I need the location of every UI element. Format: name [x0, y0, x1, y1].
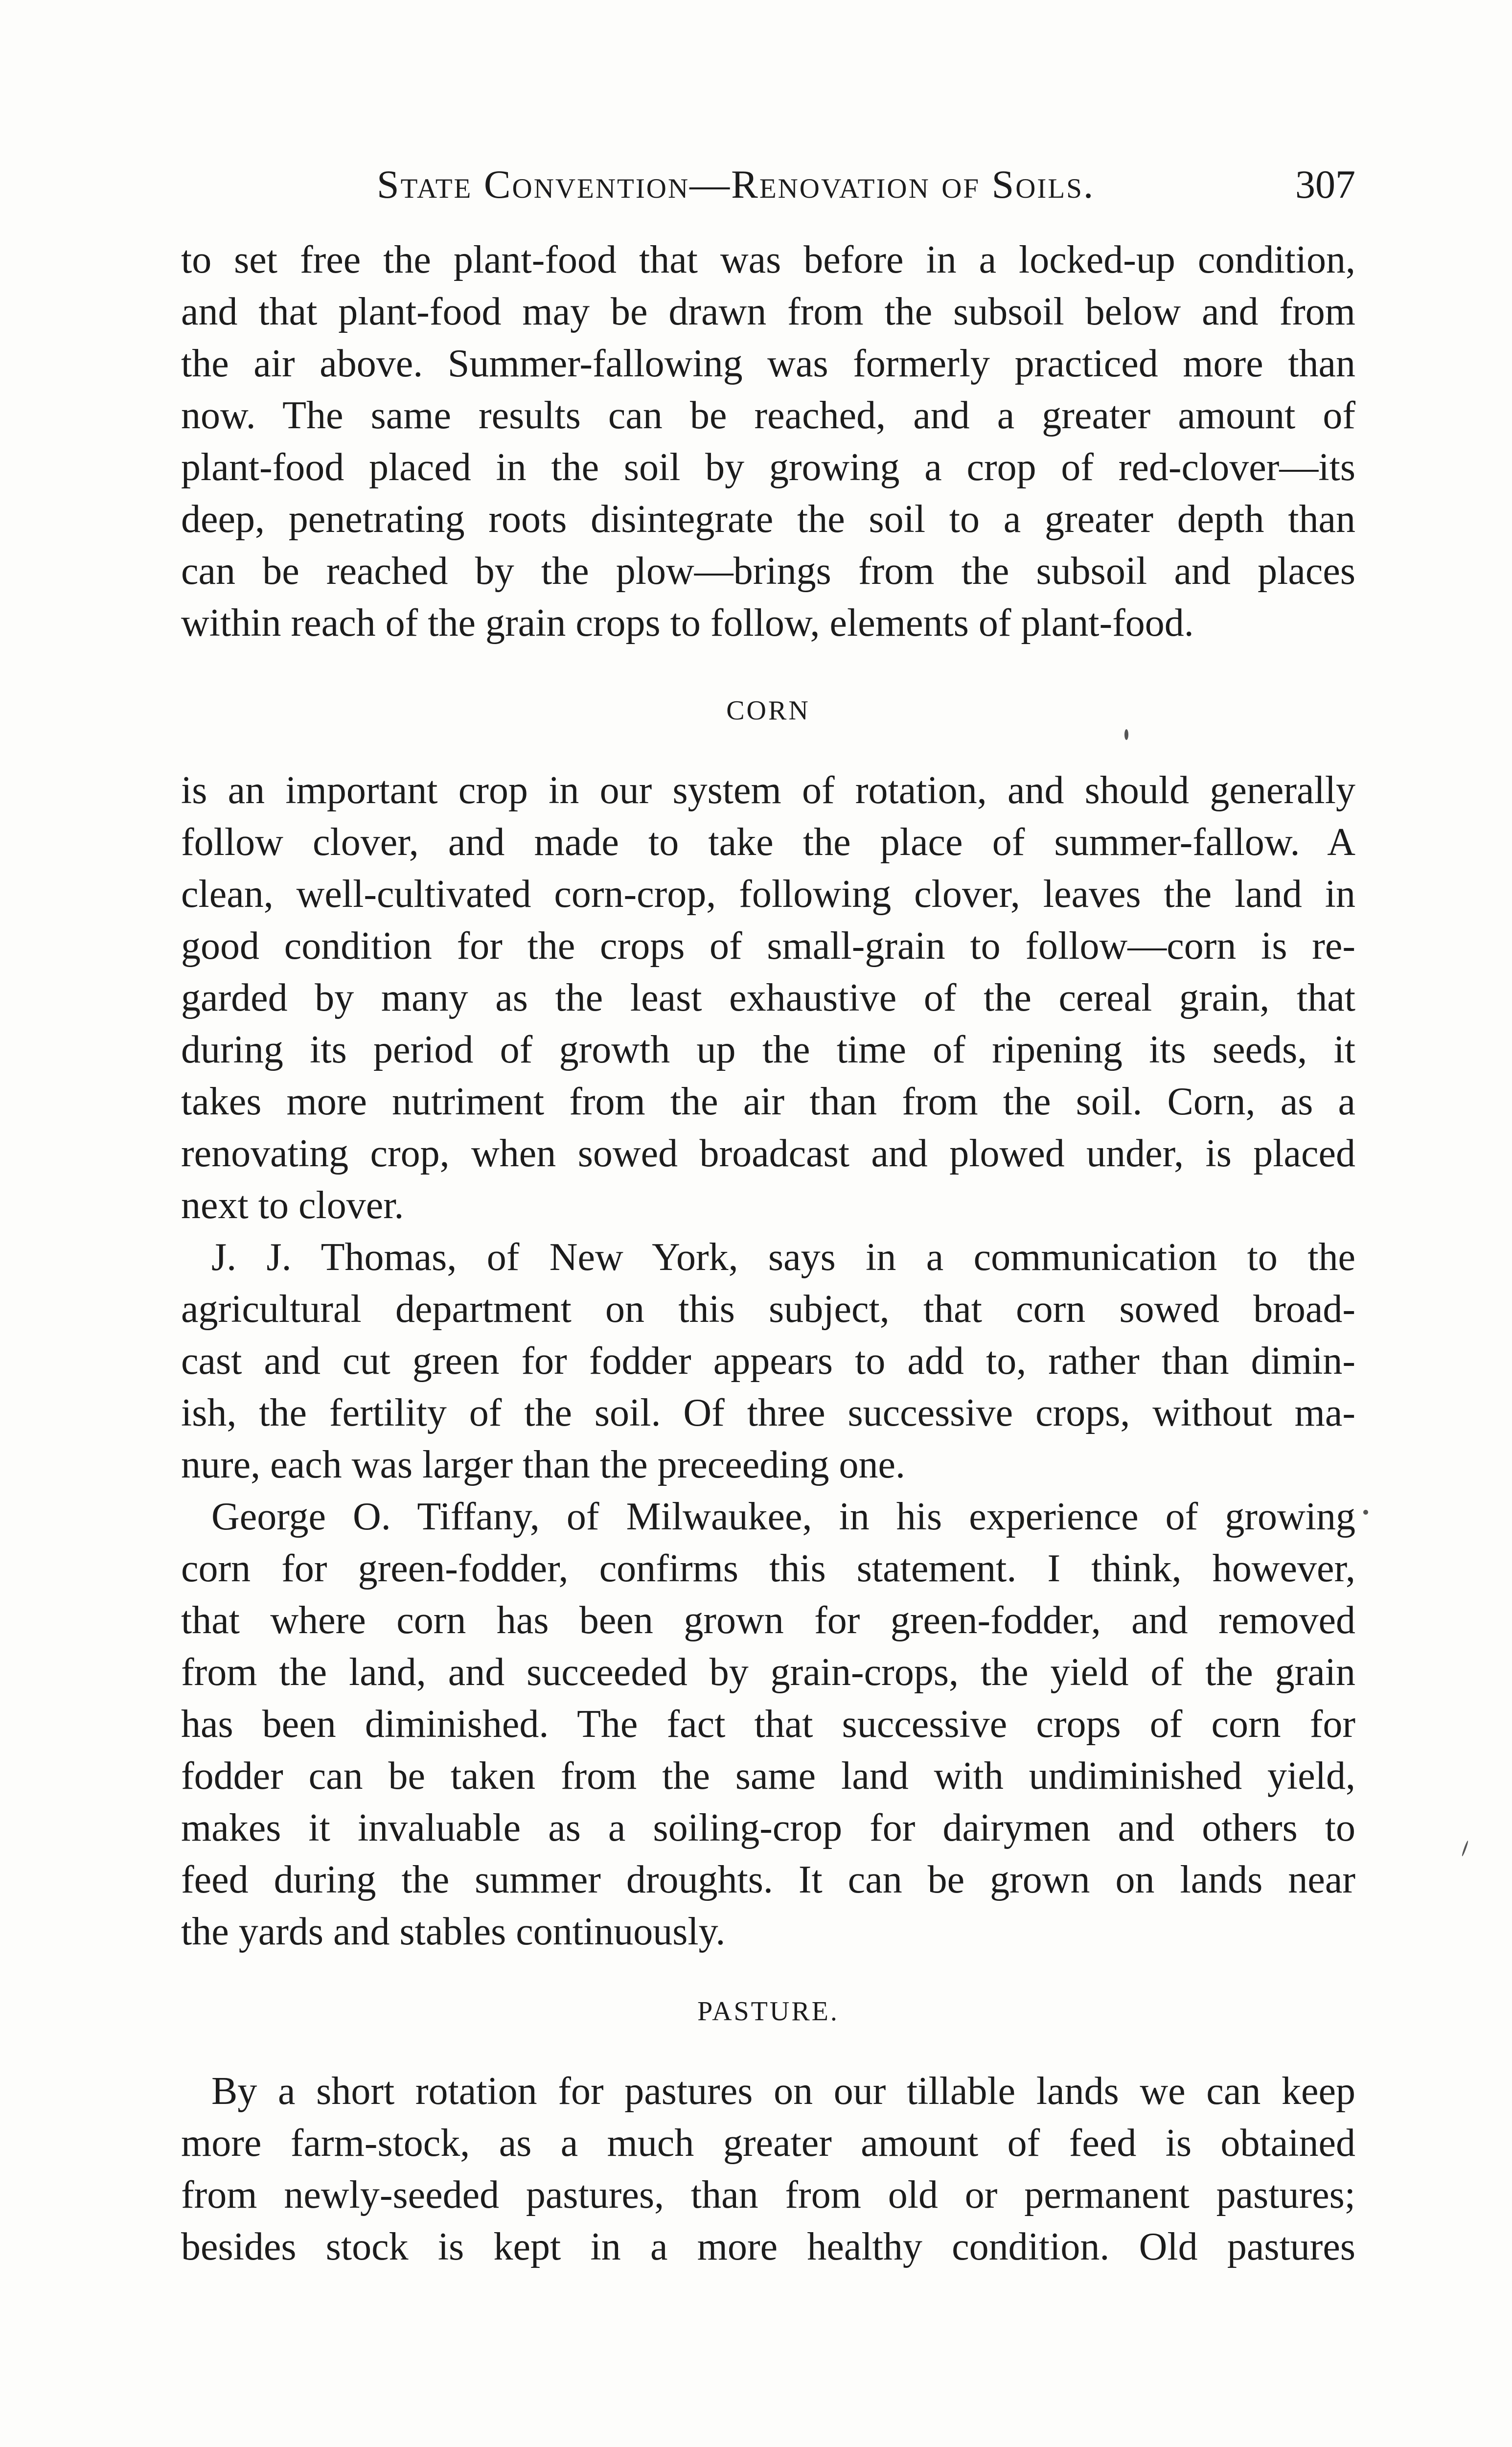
text-line: renovating crop, when sowed broadcast and plowed under, is placed — [181, 1132, 1355, 1175]
text-line: during its period of growth up the time of ripening its seeds, it — [181, 1028, 1355, 1071]
text-line: and that plant-food may be drawn from the subsoil below and from — [181, 290, 1355, 333]
text-line: By a short rotation for pastures on our tillable lands we can keep — [211, 2070, 1355, 2113]
text-line: can be reached by the plow—brings from the subsoil and places — [181, 550, 1355, 593]
section-heading-pasture: PASTURE. — [697, 1996, 839, 2027]
text-line: has been diminished. The fact that successive crops of corn for — [181, 1703, 1355, 1746]
paragraph-pasture — [181, 2065, 1355, 2273]
section-heading-corn: CORN — [726, 695, 810, 726]
text-line: follow clover, and made to take the place of summer-fallow. A — [181, 821, 1355, 864]
text-line: George O. Tiffany, of Milwaukee, in his experience of growing — [211, 1495, 1355, 1538]
text-line: within reach of the grain crops to follow, elements of plant-food. — [181, 601, 1194, 645]
text-line: is an important crop in our system of rotation, and should generally — [181, 769, 1355, 812]
text-line: corn for green-fodder, confirms this statement. I think, however, — [181, 1547, 1355, 1590]
ink-speck — [1124, 729, 1128, 740]
text-line: makes it invaluable as a soiling-crop for dairymen and others to — [181, 1806, 1355, 1849]
text-line: garded by many as the least exhaustive of the cereal grain, that — [181, 976, 1355, 1019]
text-line: feed during the summer droughts. It can be grown on lands near — [181, 1858, 1355, 1901]
text-line: fodder can be taken from the same land with undiminished yield, — [181, 1754, 1355, 1798]
text-line: J. J. Thomas, of New York, says in a communication to the — [211, 1236, 1355, 1279]
text-line: more farm-stock, as a much greater amount of feed is obtained — [181, 2122, 1355, 2165]
running-head — [181, 162, 1355, 220]
text-line: nure, each was larger than the preceeding one. — [181, 1443, 906, 1486]
text-line: takes more nutriment from the air than from the soil. Corn, as a — [181, 1080, 1355, 1123]
text-line: ish, the fertility of the soil. Of three successive crops, without ma- — [181, 1391, 1355, 1434]
text-line: agricultural department on this subject, that corn sowed broad- — [181, 1288, 1355, 1331]
text-line: now. The same results can be reached, and a greater amount of — [181, 394, 1355, 437]
text-line: that where corn has been grown for green-fodder, and removed — [181, 1599, 1355, 1642]
text-line: to set free the plant-food that was before in a locked-up condition, — [181, 238, 1355, 281]
text-line: from newly-seeded pastures, than from old or permanent pastures; — [181, 2173, 1355, 2216]
text-line: deep, penetrating roots disintegrate the soil to a greater depth than — [181, 498, 1355, 541]
text-line: next to clover. — [181, 1184, 404, 1227]
ink-speck — [1363, 1510, 1368, 1515]
text-line: plant-food placed in the soil by growing a crop of red-clover—its — [181, 446, 1355, 489]
text-line: from the land, and succeeded by grain-crops, the yield of the grain — [181, 1651, 1355, 1694]
text-line: clean, well-cultivated corn-crop, following clover, leaves the land in — [181, 873, 1355, 916]
text-line: cast and cut green for fodder appears to add to, rather than dimin- — [181, 1339, 1355, 1383]
paragraph-summer-fallow — [181, 234, 1355, 649]
text-line: the yards and stables continuously. — [181, 1910, 726, 1953]
text-line: besides stock is kept in a more healthy condition. Old pastures — [181, 2225, 1355, 2268]
text-line: the air above. Summer-fallowing was formerly practiced more than — [181, 342, 1355, 385]
ink-speck — [1461, 1840, 1468, 1856]
paragraph-corn — [181, 764, 1355, 1958]
running-title: State Convention—Renovation of Soils. — [377, 162, 1095, 207]
text-line: good condition for the crops of small-grain to follow—corn is re- — [181, 924, 1355, 968]
page-number: 307 — [1295, 162, 1355, 207]
